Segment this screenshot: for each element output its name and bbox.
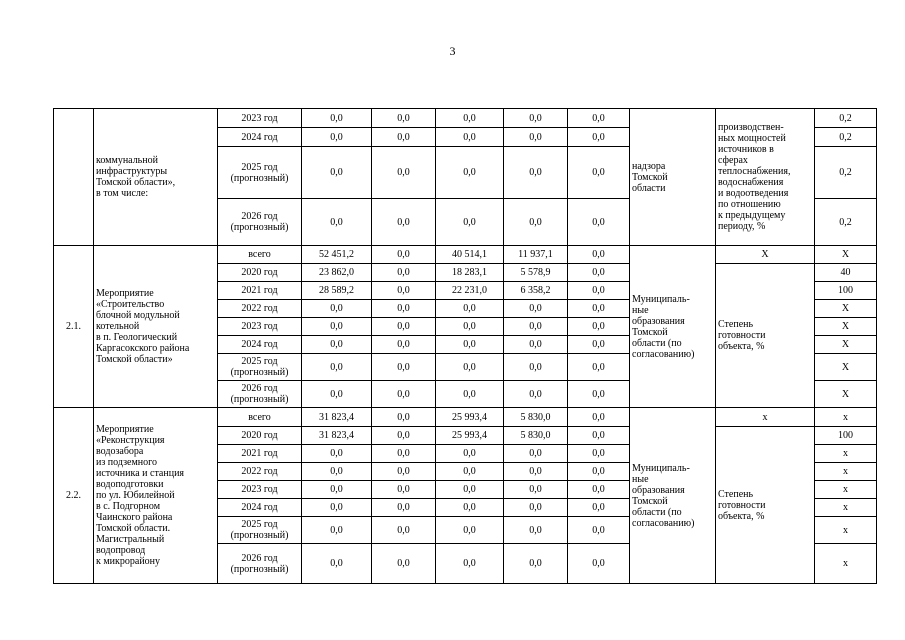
value-regional: 0,0 — [436, 336, 504, 354]
value-federal: 0,0 — [372, 463, 436, 481]
value-total: 28 589,2 — [302, 282, 372, 300]
row-year: 2026 год (прогнозный) — [218, 199, 302, 246]
value-other: 0,0 — [568, 544, 630, 584]
row-target: 0,2 — [815, 109, 877, 128]
row-target: 0,2 — [815, 199, 877, 246]
row-target: х — [815, 499, 877, 517]
value-local: 0,0 — [504, 499, 568, 517]
value-total: 0,0 — [302, 445, 372, 463]
row-year: всего — [218, 408, 302, 427]
row-target: Х — [815, 246, 877, 264]
value-local: 0,0 — [504, 481, 568, 499]
row-year: 2020 год — [218, 264, 302, 282]
value-total: 0,0 — [302, 517, 372, 544]
value-local: 0,0 — [504, 445, 568, 463]
value-regional: 0,0 — [436, 544, 504, 584]
row-target: Х — [815, 381, 877, 408]
value-regional: 25 993,4 — [436, 408, 504, 427]
row-target: Х — [815, 300, 877, 318]
value-total: 31 823,4 — [302, 427, 372, 445]
row-year: всего — [218, 246, 302, 264]
section-indicator: производствен- ных мощностей источников в сферах теплоснабжения, водоснабжения и водоотведения по отношению к предыдущему периоду, % — [716, 109, 815, 246]
value-total: 0,0 — [302, 481, 372, 499]
value-total: 0,0 — [302, 318, 372, 336]
section-executor: надзора Томской области — [630, 109, 716, 246]
value-local: 0,0 — [504, 199, 568, 246]
value-local: 5 578,9 — [504, 264, 568, 282]
row-year: 2023 год — [218, 109, 302, 128]
row-year: 2024 год — [218, 336, 302, 354]
value-local: 0,0 — [504, 300, 568, 318]
row-year: 2024 год — [218, 128, 302, 147]
row-target: 100 — [815, 282, 877, 300]
value-other: 0,0 — [568, 408, 630, 427]
value-federal: 0,0 — [372, 427, 436, 445]
value-federal: 0,0 — [372, 264, 436, 282]
value-total: 0,0 — [302, 147, 372, 199]
value-regional: 40 514,1 — [436, 246, 504, 264]
value-total: 52 451,2 — [302, 246, 372, 264]
row-year: 2021 год — [218, 282, 302, 300]
value-total: 0,0 — [302, 544, 372, 584]
value-local: 0,0 — [504, 544, 568, 584]
row-year: 2026 год (прогнозный) — [218, 381, 302, 408]
value-regional: 22 231,0 — [436, 282, 504, 300]
value-federal: 0,0 — [372, 499, 436, 517]
row-year: 2021 год — [218, 445, 302, 463]
value-regional: 0,0 — [436, 109, 504, 128]
indicator-first: х — [716, 408, 815, 427]
value-local: 5 830,0 — [504, 427, 568, 445]
value-local: 11 937,1 — [504, 246, 568, 264]
value-other: 0,0 — [568, 381, 630, 408]
value-regional: 0,0 — [436, 499, 504, 517]
value-federal: 0,0 — [372, 128, 436, 147]
value-total: 31 823,4 — [302, 408, 372, 427]
value-other: 0,0 — [568, 264, 630, 282]
value-regional: 0,0 — [436, 147, 504, 199]
table-row — [54, 408, 877, 427]
section-indicator: Степень готовности объекта, % — [716, 427, 815, 584]
row-target: 100 — [815, 427, 877, 445]
value-regional: 0,0 — [436, 300, 504, 318]
value-regional: 0,0 — [436, 199, 504, 246]
row-target: Х — [815, 318, 877, 336]
value-federal: 0,0 — [372, 544, 436, 584]
value-other: 0,0 — [568, 282, 630, 300]
value-other: 0,0 — [568, 427, 630, 445]
section-name: коммунальной инфраструктуры Томской области», в том числе: — [94, 109, 218, 246]
value-federal: 0,0 — [372, 199, 436, 246]
value-federal: 0,0 — [372, 408, 436, 427]
section-name: Мероприятие «Реконструкция водозабора из подземного источника и станция водоподготовки по ул. Юбилейной в с. Подгорном Чаинского района Томской области. Магистральный водопровод к микрорайону — [94, 408, 218, 584]
value-regional: 0,0 — [436, 517, 504, 544]
value-other: 0,0 — [568, 481, 630, 499]
value-federal: 0,0 — [372, 381, 436, 408]
table-row — [54, 246, 877, 264]
section-indicator: Степень готовности объекта, % — [716, 264, 815, 408]
value-regional: 0,0 — [436, 381, 504, 408]
value-local: 0,0 — [504, 517, 568, 544]
value-total: 0,0 — [302, 128, 372, 147]
value-federal: 0,0 — [372, 517, 436, 544]
value-other: 0,0 — [568, 109, 630, 128]
value-federal: 0,0 — [372, 300, 436, 318]
value-federal: 0,0 — [372, 445, 436, 463]
section-name: Мероприятие «Строительство блочной модульной котельной в п. Геологический Каргасокского района Томской области» — [94, 246, 218, 408]
section-number: 2.1. — [54, 246, 94, 408]
value-other: 0,0 — [568, 300, 630, 318]
value-other: 0,0 — [568, 199, 630, 246]
value-local: 0,0 — [504, 381, 568, 408]
page-number: 3 — [449, 44, 456, 58]
section-number: 2.2. — [54, 408, 94, 584]
row-year: 2020 год — [218, 427, 302, 445]
value-other: 0,0 — [568, 499, 630, 517]
value-regional: 0,0 — [436, 445, 504, 463]
value-local: 0,0 — [504, 463, 568, 481]
value-regional: 0,0 — [436, 481, 504, 499]
value-local: 0,0 — [504, 354, 568, 381]
section-number — [54, 109, 94, 246]
value-local: 5 830,0 — [504, 408, 568, 427]
indicator-first: Х — [716, 246, 815, 264]
section-executor: Муниципаль- ные образования Томской области (по согласованию) — [630, 408, 716, 584]
value-other: 0,0 — [568, 354, 630, 381]
value-total: 0,0 — [302, 199, 372, 246]
value-other: 0,0 — [568, 147, 630, 199]
row-year: 2025 год (прогнозный) — [218, 517, 302, 544]
value-regional: 18 283,1 — [436, 264, 504, 282]
table-row — [54, 109, 877, 128]
row-year: 2023 год — [218, 481, 302, 499]
row-target: 40 — [815, 264, 877, 282]
value-federal: 0,0 — [372, 246, 436, 264]
row-target: 0,2 — [815, 128, 877, 147]
value-other: 0,0 — [568, 517, 630, 544]
value-local: 6 358,2 — [504, 282, 568, 300]
value-total: 0,0 — [302, 381, 372, 408]
row-target: Х — [815, 336, 877, 354]
row-target: х — [815, 408, 877, 427]
row-target: 0,2 — [815, 147, 877, 199]
row-year: 2026 год (прогнозный) — [218, 544, 302, 584]
row-year: 2025 год (прогнозный) — [218, 354, 302, 381]
value-total: 23 862,0 — [302, 264, 372, 282]
value-other: 0,0 — [568, 445, 630, 463]
value-other: 0,0 — [568, 336, 630, 354]
value-other: 0,0 — [568, 128, 630, 147]
value-other: 0,0 — [568, 463, 630, 481]
value-total: 0,0 — [302, 336, 372, 354]
value-federal: 0,0 — [372, 481, 436, 499]
value-federal: 0,0 — [372, 147, 436, 199]
section-executor: Муниципаль- ные образования Томской области (по согласованию) — [630, 246, 716, 408]
row-target: х — [815, 445, 877, 463]
value-federal: 0,0 — [372, 336, 436, 354]
program-table — [53, 108, 877, 584]
row-target: х — [815, 481, 877, 499]
value-federal: 0,0 — [372, 318, 436, 336]
row-year: 2022 год — [218, 463, 302, 481]
value-total: 0,0 — [302, 463, 372, 481]
value-regional: 0,0 — [436, 128, 504, 147]
value-total: 0,0 — [302, 354, 372, 381]
value-local: 0,0 — [504, 109, 568, 128]
value-local: 0,0 — [504, 336, 568, 354]
value-local: 0,0 — [504, 128, 568, 147]
value-other: 0,0 — [568, 318, 630, 336]
value-regional: 0,0 — [436, 463, 504, 481]
value-federal: 0,0 — [372, 354, 436, 381]
value-regional: 0,0 — [436, 354, 504, 381]
row-target: х — [815, 544, 877, 584]
value-total: 0,0 — [302, 499, 372, 517]
row-year: 2024 год — [218, 499, 302, 517]
row-target: Х — [815, 354, 877, 381]
value-federal: 0,0 — [372, 282, 436, 300]
row-year: 2025 год (прогнозный) — [218, 147, 302, 199]
value-regional: 25 993,4 — [436, 427, 504, 445]
value-regional: 0,0 — [436, 318, 504, 336]
value-local: 0,0 — [504, 318, 568, 336]
value-local: 0,0 — [504, 147, 568, 199]
row-target: х — [815, 517, 877, 544]
row-target: х — [815, 463, 877, 481]
value-other: 0,0 — [568, 246, 630, 264]
row-year: 2022 год — [218, 300, 302, 318]
value-total: 0,0 — [302, 109, 372, 128]
row-year: 2023 год — [218, 318, 302, 336]
value-federal: 0,0 — [372, 109, 436, 128]
value-total: 0,0 — [302, 300, 372, 318]
